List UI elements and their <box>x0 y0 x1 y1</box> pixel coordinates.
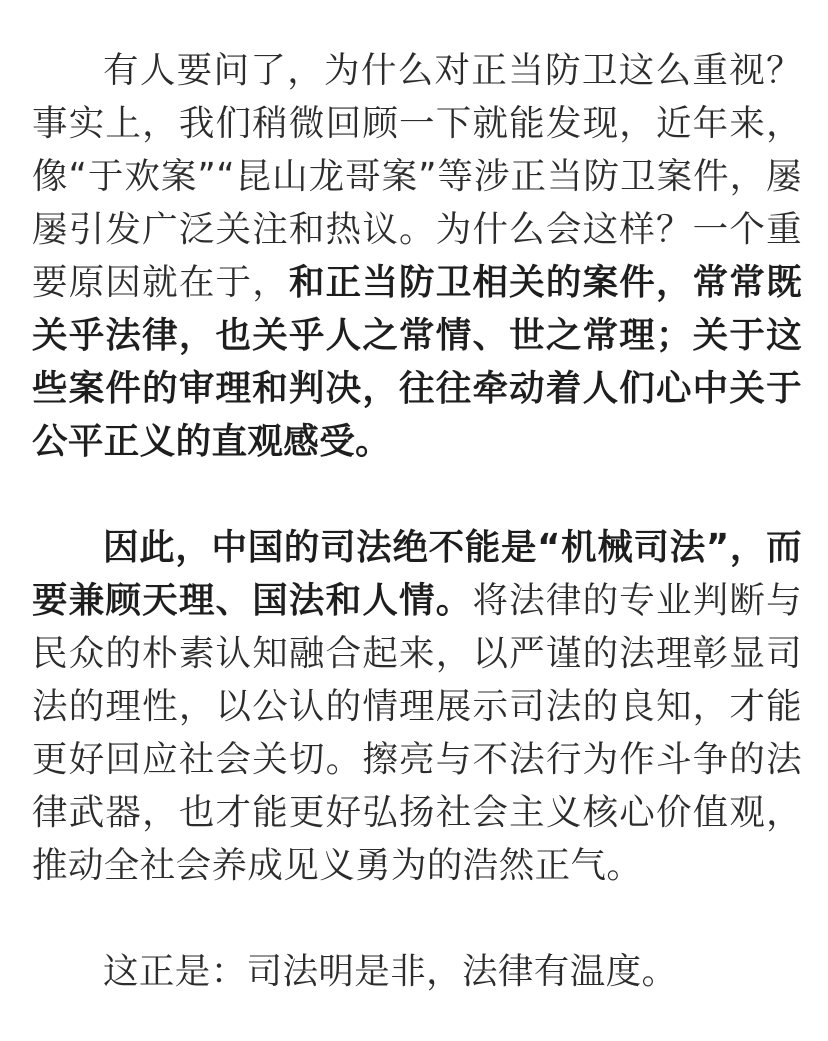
paragraph-2-bold-text: 因此，中国的司法绝不能是“机械司法”，而要兼顾天理、国法和人情。 <box>32 527 802 621</box>
paragraph-3-text: 这正是：司法明是非，法律有温度。 <box>103 951 678 992</box>
paragraph-1 <box>32 44 802 468</box>
paragraph-3 <box>32 945 802 998</box>
article-body <box>32 44 802 998</box>
paragraph-2 <box>32 521 802 892</box>
paragraph-1-text: 有人要问了，为什么对正当防卫这么重视？事实上，我们稍微回顾一下就能发现，近年来，像“于欢案”“昆山龙哥案”等涉正当防卫案件，屡屡引发广泛关注和热议。为什么会这样？一个重要原因就在于， <box>32 50 802 303</box>
paragraph-2-text: 将法律的专业判断与民众的朴素认知融合起来，以严谨的法理彰显司法的理性，以公认的情理展示司法的良知，才能更好回应社会关切。擦亮与不法行为作斗争的法律武器，也才能更好弘扬社会主义核心价值观，推动全社会养成见义勇为的浩然正气。 <box>32 580 802 886</box>
paragraph-1-bold-text: 和正当防卫相关的案件，常常既关乎法律，也关乎人之常情、世之常理；关于这些案件的审理和判决，往往牵动着人们心中关于公平正义的直观感受。 <box>32 262 802 462</box>
